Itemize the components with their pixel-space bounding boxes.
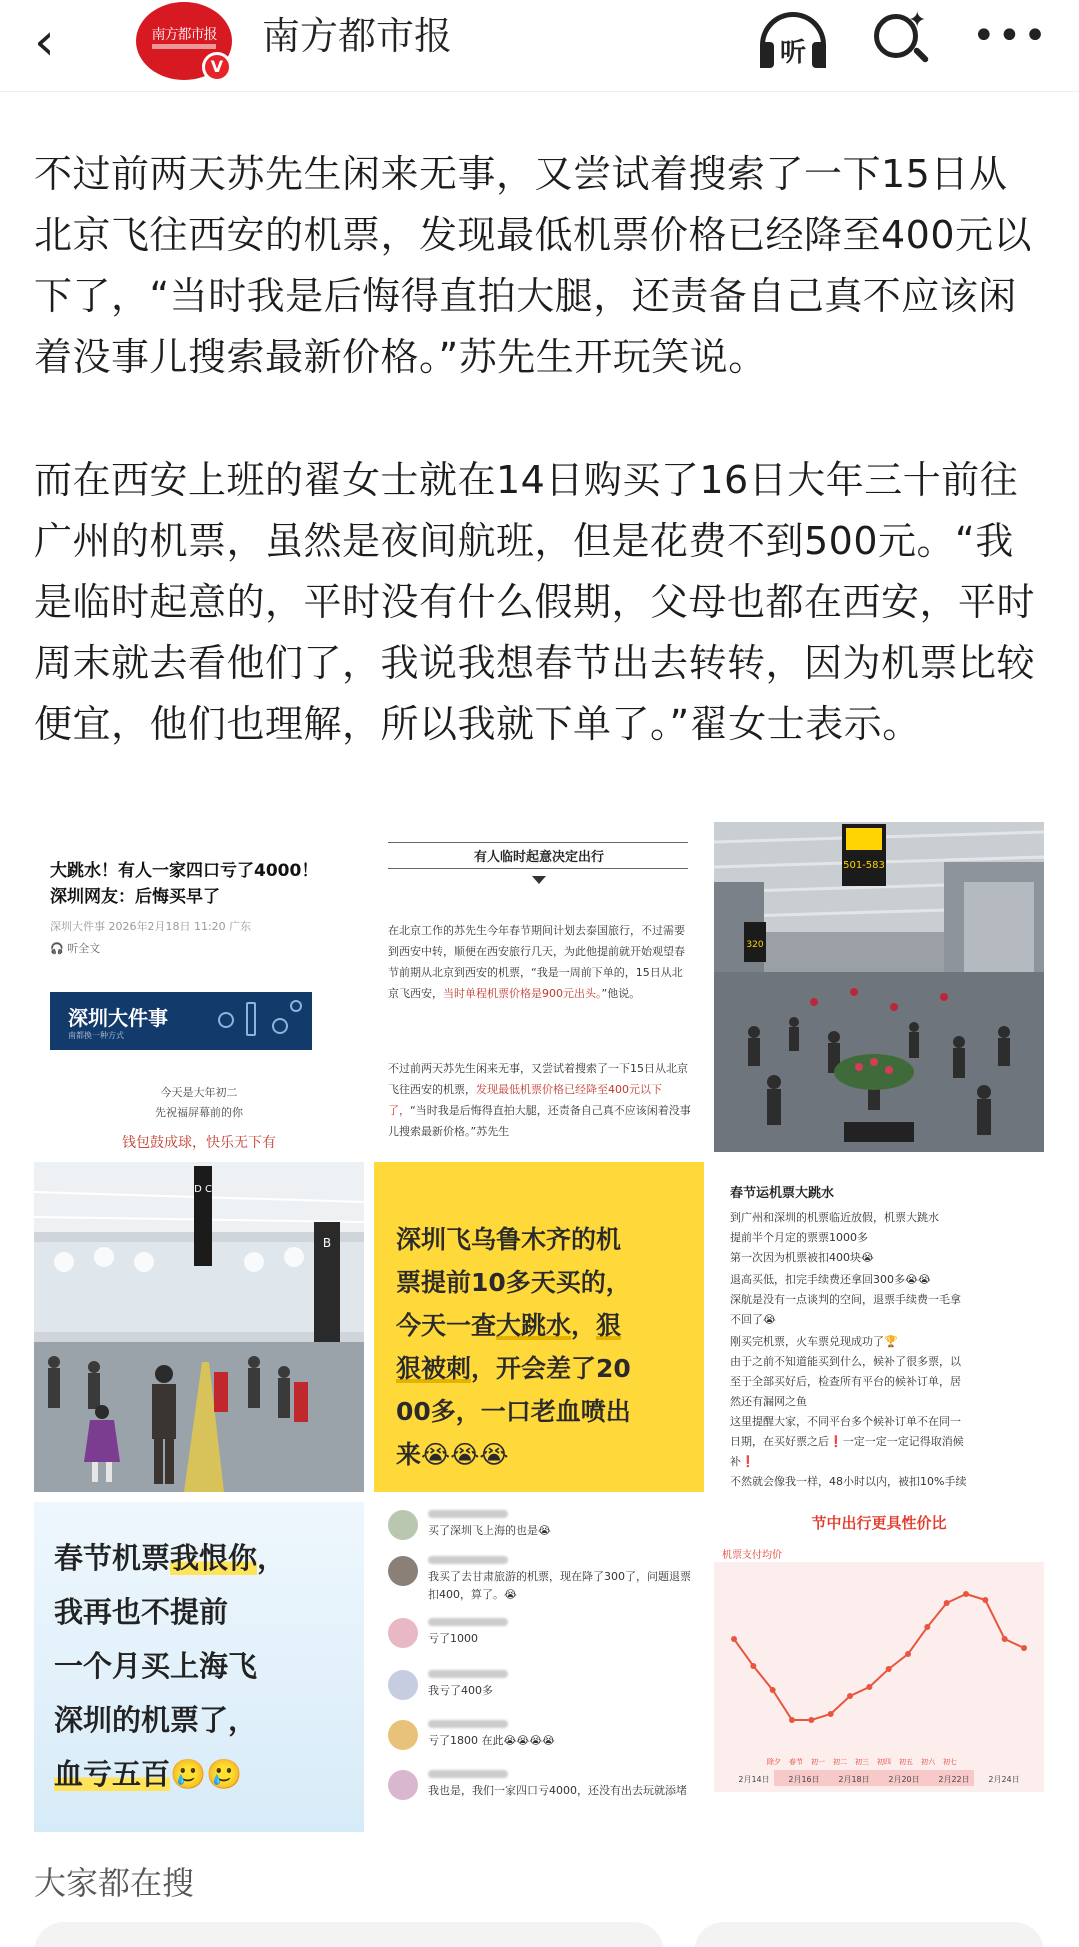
triangle-down-icon [532,876,546,884]
img1-line2: 先祝福屏幕前的你 [155,1106,243,1119]
listen-label: 听 [779,38,806,68]
chart-x-category-label: 初一 [811,1758,825,1766]
img1-headline-line2: 深圳网友：后悔买早了 [50,887,220,907]
trending-search-heading: 大家都在搜 [34,1864,195,1902]
camera-icon [218,1012,234,1028]
avatar-logo-text: 南方都市报 [151,27,217,43]
img5-line3-c: 狠 [596,1311,622,1340]
chart-x-category-label: 初四 [877,1758,891,1766]
image-2-article-screenshot[interactable] [374,822,704,1152]
comment-username-blurred [428,1720,508,1728]
img7-line1 [54,1532,354,1584]
image-7-blue-text-card[interactable] [34,1502,364,1832]
img6-line: 日期，在买好票之后❗一定一定一定记得取消候 [730,1435,964,1448]
image-5-yellow-text-card[interactable] [374,1162,704,1492]
chart-point [750,1663,756,1669]
img7-line1-c: ， [257,1541,287,1575]
trending-search-chip[interactable] [34,1922,664,1947]
tower-icon [246,1002,256,1036]
img7-line5 [54,1748,354,1800]
img6-line: 到广州和深圳的机票临近放假，机票大跳水 [730,1211,939,1224]
chart-point [1021,1645,1027,1651]
img2-paragraph-1 [388,920,692,1004]
drone-icon [272,1018,288,1034]
img2-bottom-rule [388,868,688,869]
image-8-comments-screenshot[interactable] [374,1502,704,1832]
img5-line3-a: 今天一查 [396,1311,497,1340]
chart-x-date-label: 2月24日 [988,1775,1020,1784]
img2-title: 有人临时起意决定出行 [473,850,604,865]
image-1-news-screenshot[interactable] [34,822,364,1152]
comment-username-blurred [428,1556,508,1564]
img7-line1-a: 春节机票 [54,1541,171,1575]
img5-line4-a: 狠被刺 [396,1354,472,1383]
image-3-terminal-photo[interactable] [714,822,1044,1152]
img6-line: 刚买完机票，火车票兑现成功了🏆 [730,1335,898,1348]
article-paragraph-1: 不过前两天苏先生闲来无事，又尝试着搜索了一下15日从北京飞往西安的机票，发现最低机票价格已经降至400元以下了，“当时我是后悔得直拍大腿，还责备自己真不应该闲着没事儿搜索最新价格。”苏先生开玩笑说。 [34,152,1033,379]
img5-line1: 深圳飞乌鲁木齐的机 [396,1225,622,1254]
img7-line5-a: 血亏五百 [54,1757,171,1791]
chart-point [731,1636,737,1642]
chart-x-category-label: 初七 [943,1758,957,1766]
search-icon-handle [913,47,930,64]
img1-banner-title: 深圳大件事 [68,1006,168,1030]
img5-line3-b: ， [571,1311,597,1340]
img5-line3 [396,1304,686,1347]
sparkle-icon: ✦ [908,8,927,33]
img4-sign-letters: D C [194,1184,212,1195]
top-bar [0,0,1079,92]
img1-headline [50,858,350,910]
chart-point [828,1711,834,1717]
chart-x-date-label: 2月20日 [888,1775,920,1784]
img2-top-rule [388,842,688,843]
avatar [388,1618,418,1648]
chart-x-date-label: 2月18日 [838,1775,870,1784]
account-name[interactable]: 南方都市报 [262,14,453,58]
img7-line3: 一个月买上海飞 [54,1649,258,1683]
comment-text: 亏了1000 [428,1632,478,1645]
headphones-left-icon [760,42,774,68]
img5-line4-b: ，开会差了20 [471,1354,631,1383]
img1-listen-all-label: 听全文 [67,942,101,955]
img1-headline-line1: 大跳水！有人一家四口亏了4000！ [50,861,319,881]
avatar [388,1670,418,1700]
image-9-price-chart[interactable] [714,1502,1044,1832]
img6-line: 不然就会像我一样，48小时以内，被扣10%手续 [730,1475,967,1488]
img2-p1-a: 在北京工作的苏先生今年春节期间计划去泰国旅行，不过需要到西安中转，顺便在西安旅行几天，为此他提前就开始观望春节前期从北京到西安的机票，“我是一周前下单的，15日从北京飞西安， [388,924,685,1000]
img5-line6: 来😭😭😭 [396,1440,509,1469]
img3-number-sign: 320 [746,940,764,950]
img2-p1-red: 当时单程机票价格是900元出头。 [443,987,602,1000]
img2-p2-b: “当时我是后悔得直拍大腿，还责备自己真不应该闲着没事儿搜索最新价格。”苏先生 [388,1104,691,1138]
chart-point [944,1600,950,1606]
satellite-icon [290,1000,302,1012]
chart-x-category-label: 初二 [833,1758,847,1766]
img1-listen-all: 🎧 听全文 [50,942,101,955]
img2-p2-a: 不过前两天苏先生闲来无事，又尝试着搜索了一下15日从北京飞往西安的机票， [388,1062,688,1096]
chart-point [866,1684,872,1690]
chart-x-date-label: 2月22日 [938,1775,970,1784]
img4-sign-b: B [322,1236,332,1250]
comment-username-blurred [428,1770,508,1778]
image-6-note-screenshot[interactable] [714,1162,1044,1492]
chart-x-date-label: 2月16日 [788,1775,820,1784]
chart-x-date-label: 2月14日 [738,1775,770,1784]
chart-point [770,1687,776,1693]
img5-line3-u: 大跳水 [496,1311,572,1340]
chart-point [789,1717,795,1723]
chart-title: 节中出行更具性价比 [811,1514,947,1532]
img3-gate-sign: 501-583 [843,860,885,871]
back-icon[interactable]: ‹ [34,12,55,72]
img6-line: 这里提醒大家，不同平台多个候补订单不在同一 [730,1415,961,1428]
terminal-photo-2-graphic [34,1162,364,1492]
img1-banner [50,992,312,1050]
img6-line: 第一次因为机票被扣400块😭 [730,1251,874,1264]
chart-point [808,1717,814,1723]
comment-text: 我买了去甘肃旅游的机票，现在降了300了，问题退票扣400，算了。😭 [428,1570,691,1601]
img6-line: 不回了😭 [730,1313,776,1326]
chart-x-category-label: 春节 [789,1758,803,1766]
img7-line4: 深圳的机票了， [54,1703,258,1737]
img5-text [396,1218,686,1476]
chart-x-category-label: 初六 [921,1758,935,1766]
img6-line: 提前半个月定的票票1000多 [730,1231,868,1244]
chart-point [1002,1636,1008,1642]
img6-title: 春节运机票大跳水 [730,1186,835,1201]
comment-text: 我亏了400多 [428,1684,493,1697]
img7-line5-b: 🥲🥲 [170,1757,243,1791]
img6-line: 退高买低，扣完手续费还拿回300多😭😭 [730,1273,931,1286]
more-button[interactable]: ••• [972,13,1049,59]
img7-line2: 我再也不提前 [54,1595,229,1629]
img2-p2-red: 发现最低机票价格已经降至400元以下了， [388,1083,662,1117]
comment-username-blurred [428,1670,508,1678]
chart-x-category-label: 初三 [855,1758,869,1766]
trending-search-chip[interactable] [694,1922,1044,1947]
chart-point [905,1651,911,1657]
headphones-right-icon [812,42,826,68]
chart-point [982,1597,988,1603]
img2-paragraph-2 [388,1058,692,1142]
article-paragraph-2: 而在西安上班的翟女士就在14日购买了16日大年三十前往广州的机票，虽然是夜间航班，但是花费不到500元。“我是临时起意的，平时没有什么假期，父母也都在西安，平时周末就去看他们了，我说我想春节出去转转，因为机票比较便宜，他们也理解，所以我就下单了。”翟女士表示。 [34,458,1036,746]
chart-point [924,1624,930,1630]
avatar [388,1720,418,1750]
img6-line: 补❗ [730,1455,755,1468]
img1-line3: 钱包鼓成球，快乐无下有 [122,1135,276,1151]
img6-line: 然还有漏网之鱼 [730,1395,807,1408]
img1-banner-sub: 南都换一种方式 [68,1031,124,1040]
avatar [388,1770,418,1800]
avatar [388,1556,418,1586]
img2-p1-b: ”他说。 [601,987,641,1000]
img1-line1: 今天是大年初二 [160,1086,238,1099]
comment-text: 买了深圳飞上海的也是😭 [428,1524,551,1537]
img5-line5: 00多，一口老血喷出 [396,1397,631,1426]
comment-text: 我也是，我们一家四口亏4000，还没有出去玩就添堵 [428,1784,687,1797]
chart-ylabel: 机票支付均价 [722,1550,782,1561]
comment-username-blurred [428,1510,508,1518]
chart-point [963,1591,969,1597]
img6-line: 由于之前不知道能买到什么，候补了很多票，以 [730,1355,961,1368]
comment-username-blurred [428,1618,508,1626]
chart-x-category-label: 初五 [899,1758,913,1766]
image-4-terminal-photo[interactable] [34,1162,364,1492]
img6-line: 至于全部买好后，检查所有平台的候补订单，居 [730,1375,961,1388]
search-button[interactable] [872,8,932,68]
img7-line1-b: 我恨你 [170,1541,258,1575]
img1-meta: 深圳大件事 2026年2月18日 11:20 广东 [50,920,252,933]
listen-button[interactable] [756,6,830,72]
avatar [388,1510,418,1540]
chart-svg [714,1502,1044,1832]
chart-point [847,1693,853,1699]
img6-line: 深航是没有一点谈判的空间，退票手续费一毛拿 [730,1293,961,1306]
img5-line2: 票提前10多天买的， [396,1268,631,1297]
terminal-photo-graphic [714,822,1044,1152]
comment-text: 亏了1800 在此😭😭😭😭 [428,1734,555,1747]
avatar-logo-line [152,44,216,49]
img5-line4 [396,1347,686,1390]
chart-x-category-label: 除夕 [767,1758,781,1766]
verified-badge-icon: V [202,52,232,82]
chart-point [886,1666,892,1672]
